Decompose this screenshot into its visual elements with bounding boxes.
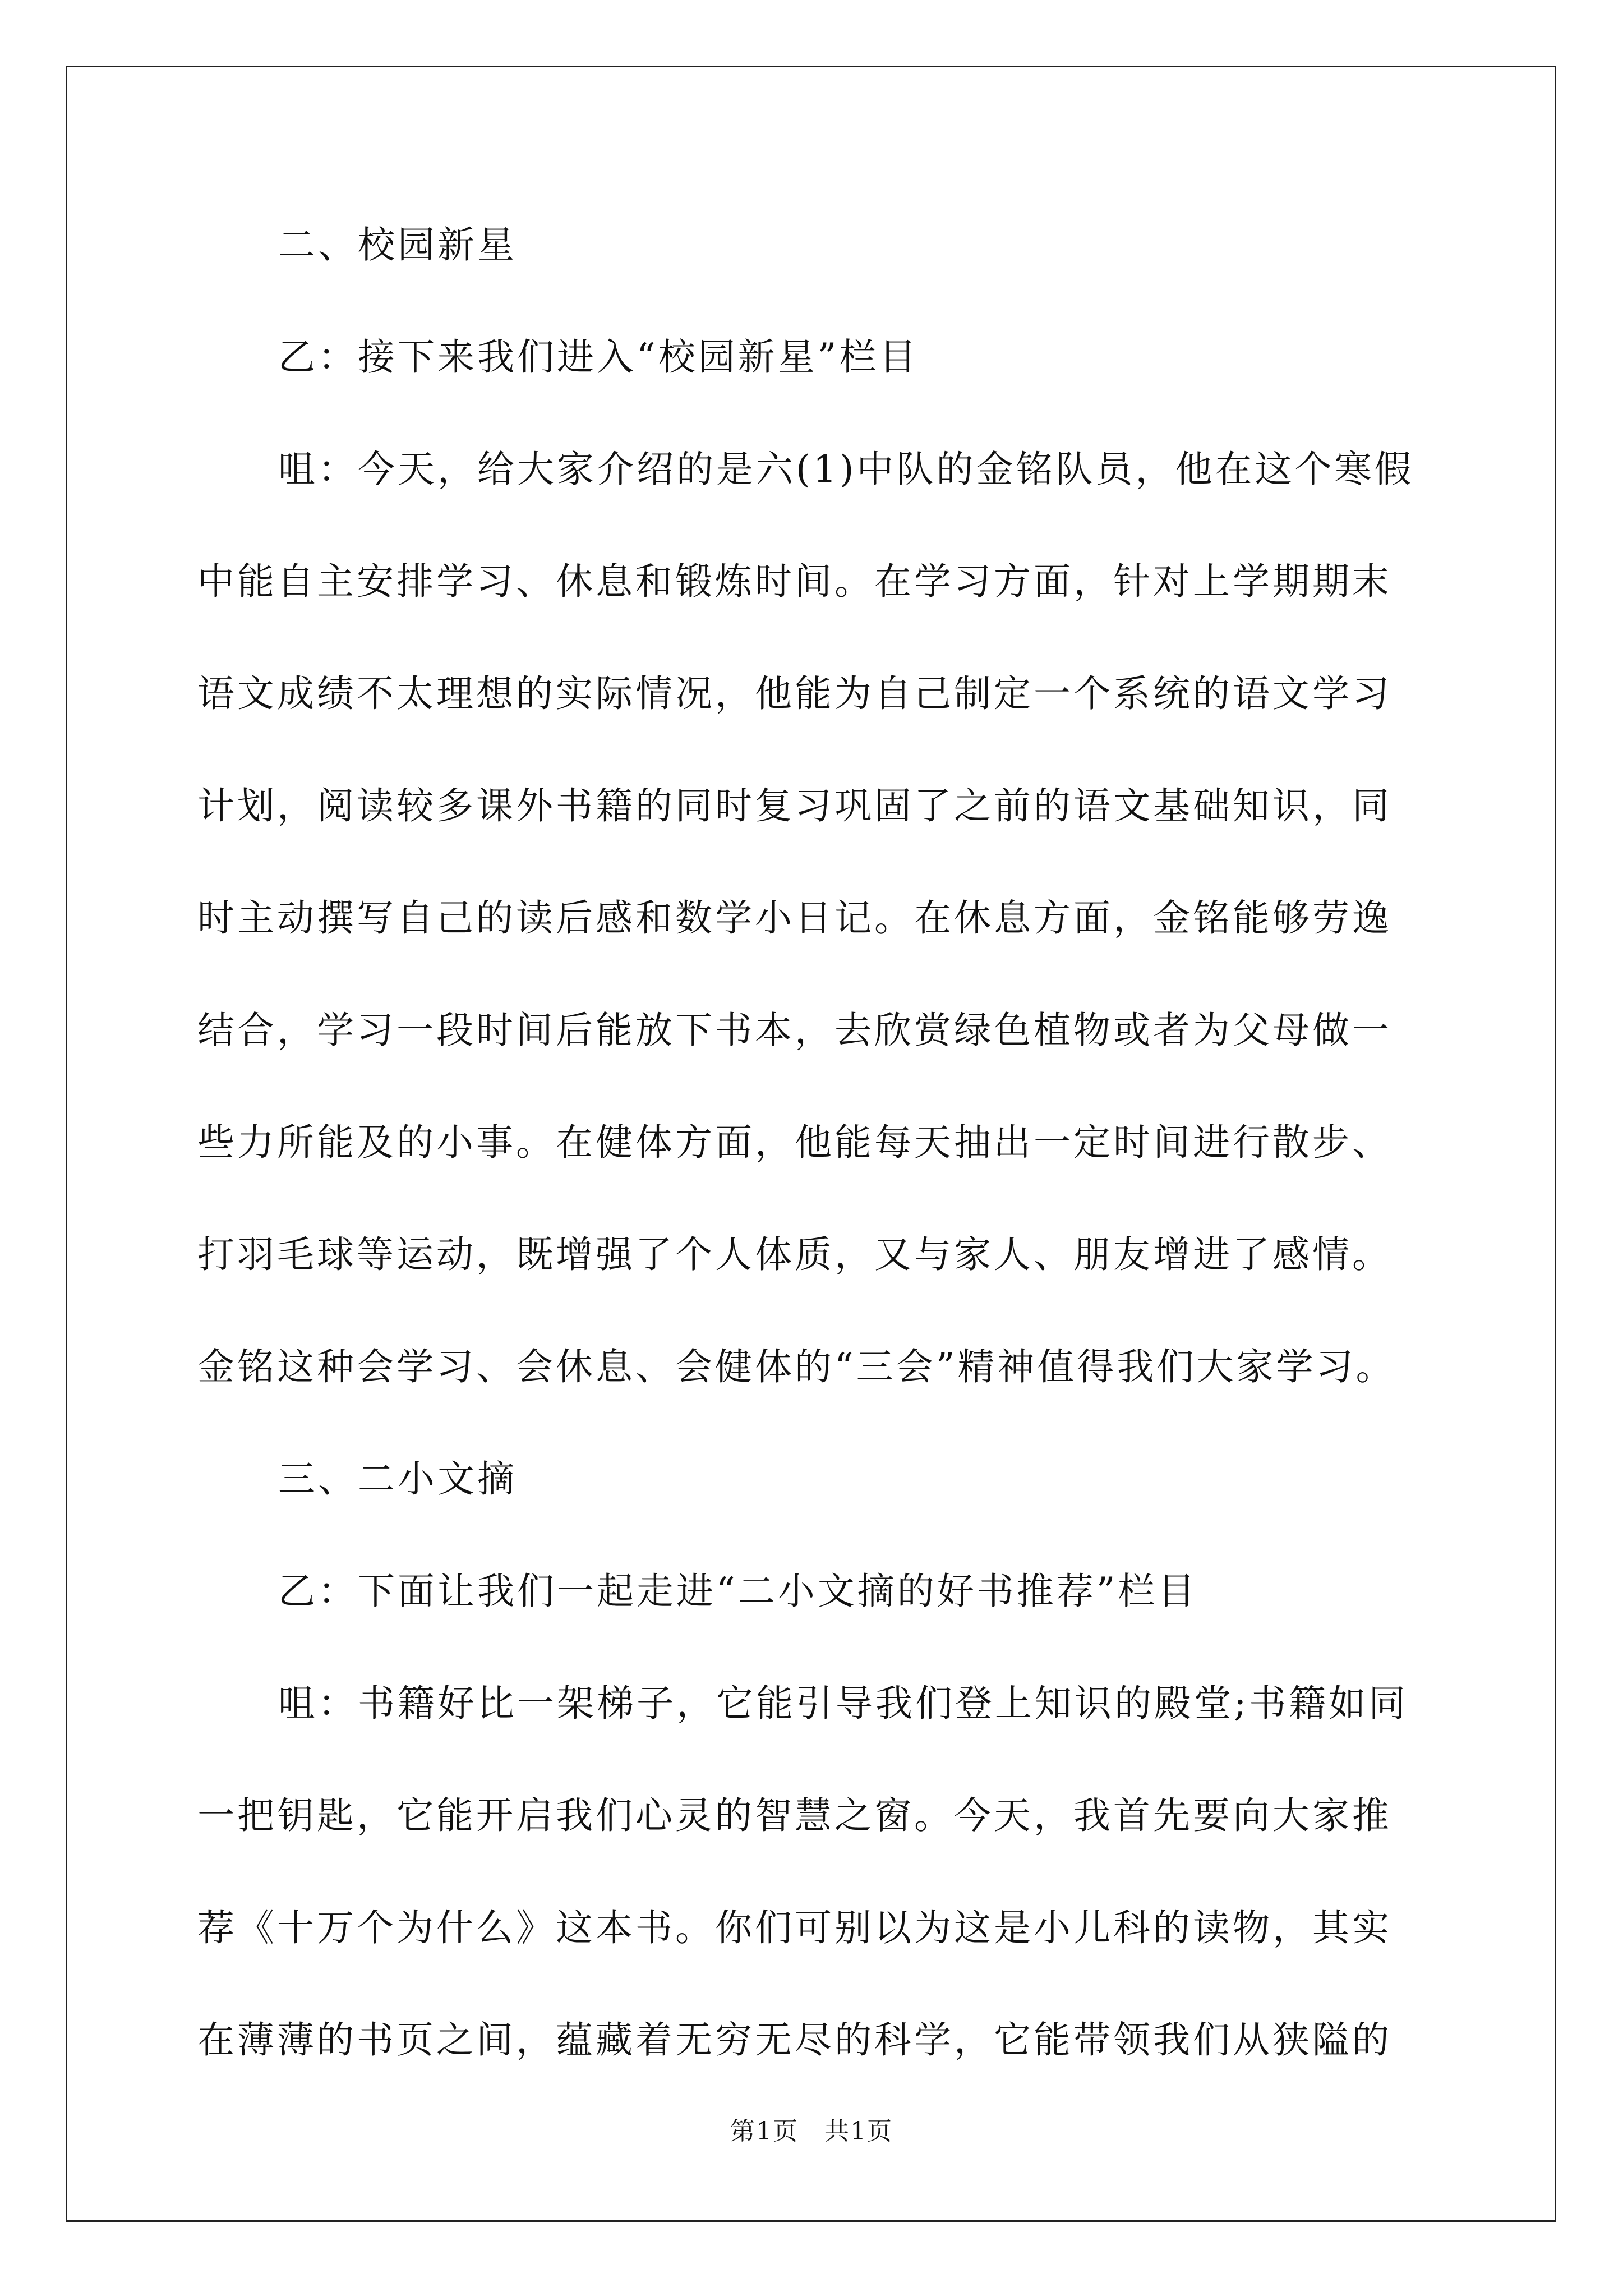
paragraph-line: 乙：接下来我们进入“校园新星”栏目 xyxy=(278,335,919,379)
paragraph-line: 打羽毛球等运动，既增强了个人体质，又与家人、朋友增进了感情。 xyxy=(197,1233,1392,1276)
page-number-footer: 第1页 共1页 xyxy=(730,2117,893,2146)
paragraph-line: 些力所能及的小事。在健体方面，他能每天抽出一定时间进行散步、 xyxy=(197,1121,1392,1164)
paragraph-line: 一把钥匙，它能开启我们心灵的智慧之窗。今天，我首先要向大家推 xyxy=(197,1794,1392,1837)
paragraph-line: 金铭这种会学习、会休息、会健体的“三会”精神值得我们大家学习。 xyxy=(197,1345,1396,1388)
paragraph-line: 乙：下面让我们一起走进“二小文摘的好书推荐”栏目 xyxy=(278,1570,1198,1613)
section-heading: 三、二小文摘 xyxy=(278,1457,517,1501)
paragraph-line: 咀：书籍好比一架梯子，它能引导我们登上知识的殿堂;书籍如同 xyxy=(278,1682,1409,1725)
paragraph-line: 语文成绩不太理想的实际情况，他能为自己制定一个系统的语文学习 xyxy=(197,672,1392,715)
paragraph-line: 荐《十万个为什么》这本书。你们可别以为这是小儿科的读物，其实 xyxy=(197,1906,1392,1949)
paragraph-line: 结合，学习一段时间后能放下书本，去欣赏绿色植物或者为父母做一 xyxy=(197,1009,1392,1052)
paragraph-line: 咀：今天，给大家介绍的是六(1)中队的金铭队员，他在这个寒假 xyxy=(278,448,1414,491)
section-heading: 二、校园新星 xyxy=(278,223,517,266)
paragraph-line: 在薄薄的书页之间，蕴藏着无穷无尽的科学，它能带领我们从狭隘的 xyxy=(197,2018,1392,2062)
paragraph-line: 计划，阅读较多课外书籍的同时复习巩固了之前的语文基础知识，同 xyxy=(197,784,1392,827)
paragraph-line: 时主动撰写自己的读后感和数学小日记。在休息方面，金铭能够劳逸 xyxy=(197,896,1392,940)
paragraph-line: 中能自主安排学习、休息和锻炼时间。在学习方面，针对上学期期末 xyxy=(197,560,1392,603)
